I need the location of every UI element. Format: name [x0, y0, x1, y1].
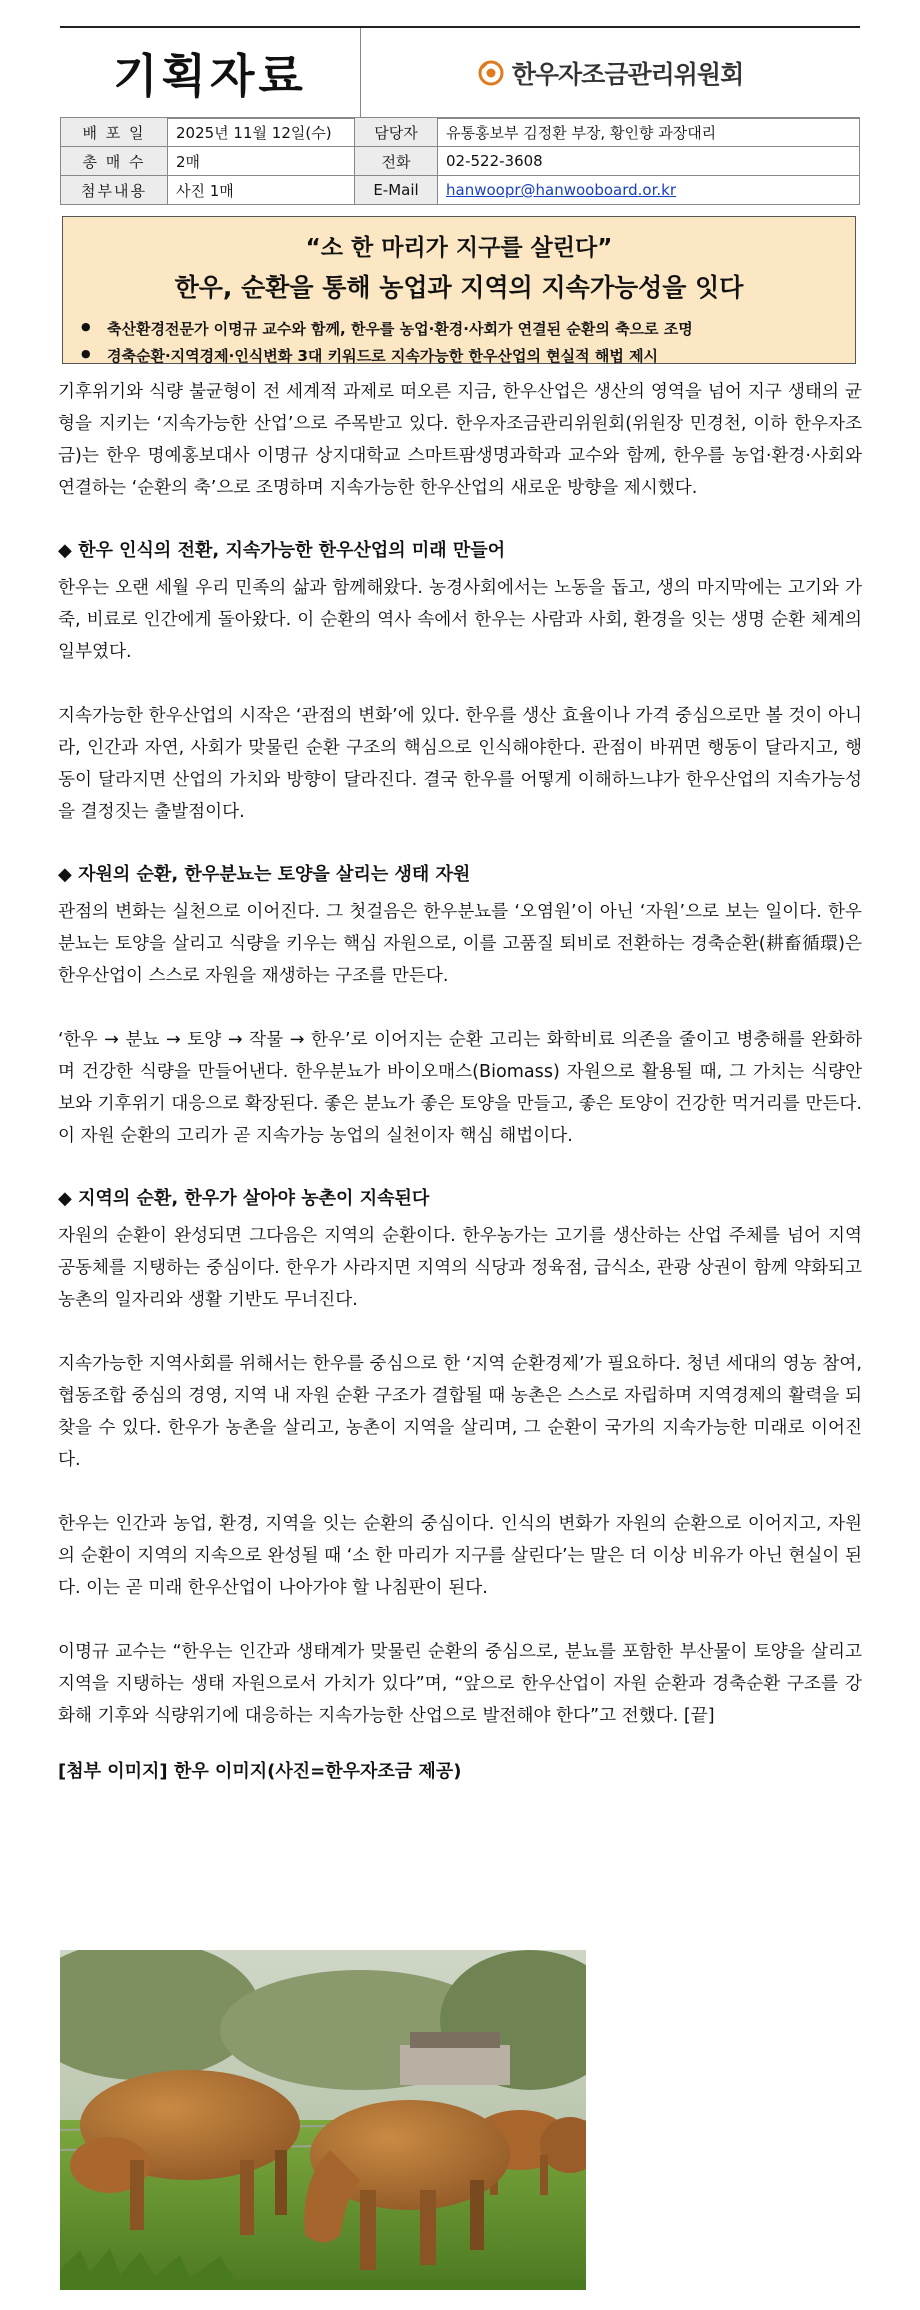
cattle-photo-image	[60, 1950, 586, 2290]
section-heading: ◆ 지역의 순환, 한우가 살아야 농촌이 지속된다	[58, 1188, 430, 1209]
paragraph: 지속가능한 한우산업의 시작은 ‘관점의 변화’에 있다. 한우를 생산 효율이나 가격 중심으로만 볼 것이 아니라, 인간과 자연, 사회가 맞물린 순환 구조의 핵심으로 인식해야한다. 관점이 바뀌면 행동이 달라지고, 행동이 달라지면 산업의 가치와 방향이 달라진다. 결국 한우를 어떻게 이해하느냐가 한우산업의 지속가능성을 결정짓는 출발점이다.	[58, 706, 862, 822]
headline-bullets	[63, 318, 855, 366]
paragraph: 한우는 인간과 농업, 환경, 지역을 잇는 순환의 중심이다. 인식의 변화가 자원의 순환으로 이어지고, 자원의 순환이 지역의 지속으로 완성될 때 ‘소 한 마리가 지구를 살린다’는 말은 더 이상 비유가 아닌 현실이 된다. 이는 곧 미래 한우산업이 나아가야 할 나침판이 된다.	[58, 1514, 862, 1598]
document-title: 기획자료	[113, 49, 307, 103]
headline-bullet: ● 경축순환·지역경제·인식변화 3대 키워드로 지속가능한 한우산업의 현실적 해법 제시	[107, 345, 855, 366]
release-date: 2025년 11월 12일(수)	[168, 118, 355, 147]
paragraph: 한우는 오랜 세월 우리 민족의 삶과 함께해왔다. 농경사회에서는 노동을 돕고, 생의 마지막에는 고기와 가죽, 비료로 인간에게 돌아왔다. 이 순환의 역사 속에서 한우는 사람과 사회, 환경을 잇는 생명 순환 체계의 일부였다.	[58, 578, 862, 662]
attach-value: 사진 1매	[168, 176, 355, 205]
phone-value: 02-522-3608	[438, 147, 860, 176]
paragraph: 지속가능한 지역사회를 위해서는 한우를 중심으로 한 ‘지역 순환경제’가 필요하다. 청년 세대의 영농 참여, 협동조합 중심의 경영, 지역 내 자원 순환 구조가 결합될 때 농촌은 스스로 자립하며 지역경제의 활력을 되찾을 수 있다. 한우가 농촌을 살리고, 농촌이 지역을 살리며, 그 순환이 국가의 지속가능한 미래로 이어진다.	[58, 1354, 862, 1470]
info-table	[60, 117, 860, 205]
email-link[interactable]: hanwoopr@hanwooboard.or.kr	[446, 181, 677, 199]
contact-label: 담당자	[355, 118, 438, 147]
headline-box	[62, 216, 856, 364]
paragraph: 관점의 변화는 실천으로 이어진다. 그 첫걸음은 한우분뇨를 ‘오염원’이 아닌 ‘자원’으로 보는 일이다. 한우분뇨는 토양을 살리고 식량을 키우는 핵심 자원으로, 이를 고품질 퇴비로 전환하는 경축순환(耕畜循環)은 한우산업이 스스로 자원을 재생하는 구조를 만든다.	[58, 902, 862, 986]
org-name: 한우자조금관리위원회	[511, 60, 744, 89]
headline-bullet: ● 축산환경전문가 이명규 교수와 함께, 한우를 농업·환경·사회가 연결된 순환의 축으로 조명	[107, 318, 855, 339]
section-heading: ◆ 자원의 순환, 한우분뇨는 토양을 살리는 생태 자원	[58, 864, 471, 885]
attach-label: 첨부내용	[61, 176, 168, 205]
release-label: 배 포 일	[61, 118, 168, 147]
phone-label: 전화	[355, 147, 438, 176]
headline-quote: “소 한 마리가 지구를 살린다”	[305, 235, 613, 261]
pages-value: 2매	[168, 147, 355, 176]
hanwoo-logo-icon	[478, 60, 504, 86]
paragraph: 자원의 순환이 완성되면 그다음은 지역의 순환이다. 한우농가는 고기를 생산하는 산업 주체를 넘어 지역 공동체를 지탱하는 중심이다. 한우가 사라지면 지역의 식당과 정육점, 급식소, 관광 상권이 함께 약화되고 농촌의 일자리와 생활 기반도 무너진다.	[58, 1226, 862, 1310]
document-header	[60, 26, 860, 119]
attachment-caption: [첨부 이미지] 한우 이미지(사진=한우자조금 제공)	[58, 1761, 462, 1782]
paragraph: 기후위기와 식량 불균형이 전 세계적 과제로 떠오른 지금, 한우산업은 생산의 영역을 넘어 지구 생태의 균형을 지키는 ‘지속가능한 산업’으로 주목받고 있다. 한우자조금관리위원회(위원장 민경천, 이하 한우자조금)는 한우 명예홍보대사 이명규 상지대학교 스마트팜생명과학과 교수와 함께, 한우를 농업·환경·사회와 연결하는 ‘순환의 축’으로 조명하며 지속가능한 한우산업의 새로운 방향을 제시했다.	[58, 382, 862, 498]
org-logo	[361, 28, 860, 118]
section-heading: ◆ 한우 인식의 전환, 지속가능한 한우산업의 미래 만들어	[58, 540, 506, 561]
pages-label: 총 매 수	[61, 147, 168, 176]
headline-title: 한우, 순환을 통해 농업과 지역의 지속가능성을 잇다	[174, 273, 744, 302]
article-body	[58, 376, 862, 1788]
email-label: E-Mail	[355, 176, 438, 205]
cattle-photo	[60, 1950, 586, 2290]
contact-value: 유통홍보부 김정환 부장, 황인향 과장대리	[438, 118, 860, 147]
paragraph: ‘한우 → 분뇨 → 토양 → 작물 → 한우’로 이어지는 순환 고리는 화학비료 의존을 줄이고 병충해를 완화하며 건강한 식량을 만들어낸다. 한우분뇨가 바이오매스(Biomass) 자원으로 활용될 때, 그 가치는 식량안보와 기후위기 대응으로 확장된다. 좋은 분뇨가 좋은 토양을 만들고, 좋은 토양이 건강한 먹거리를 만든다. 이 자원 순환의 고리가 곧 지속가능 농업의 실천이자 핵심 해법이다.	[58, 1030, 862, 1146]
paragraph: 이명규 교수는 “한우는 인간과 생태계가 맞물린 순환의 중심으로, 분뇨를 포함한 부산물이 토양을 살리고 지역을 지탱하는 생태 자원으로서 가치가 있다”며, “앞으로 한우산업이 자원 순환과 경축순환 구조를 강화해 기후와 식량위기에 대응하는 지속가능한 산업으로 발전해야 한다”고 전했다. [끝]	[58, 1642, 862, 1726]
